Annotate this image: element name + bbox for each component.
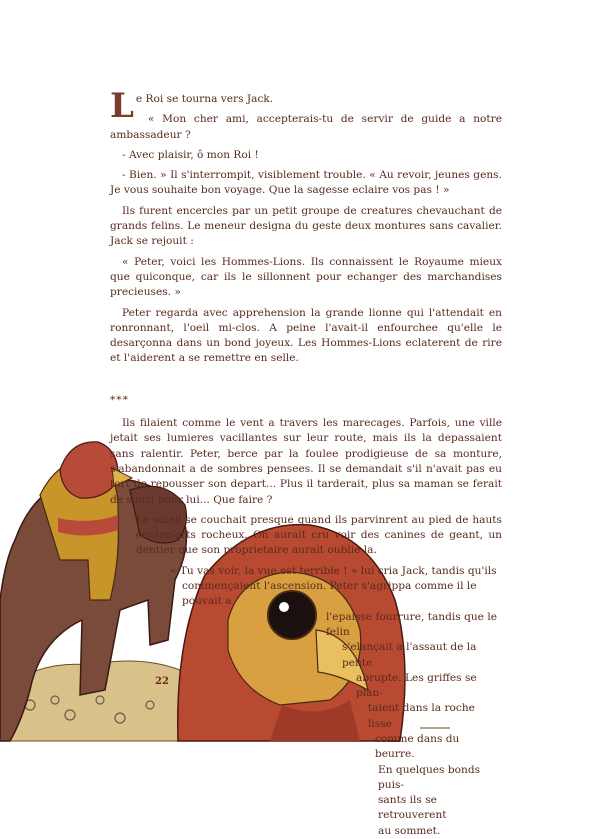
- paragraph: Ils filaient comme le vent a travers les marecages. Parfois, une ville jetait ses lumieres vacillantes sur leur route, mais ils la depassaient sans ralentir. Peter, berce par la foulee prodigieuse de sa monture, s'abandonnait a de sombres pensees. Il se demandait s'il n'avait pas eu tort de repousser son depart... Plus il tarderait, plus sa maman se ferait de souci pour lui... Que faire ?: [110, 417, 502, 506]
- story-text: [110, 86, 502, 839]
- wrapped-paragraph-block: [110, 513, 502, 559]
- page-number: 22: [155, 676, 169, 687]
- paragraph: Peter regarda avec apprehension la grande lionne qui l'attendait en ronronnant, l'oeil mi-clos. A peine l'avait-il enfourchee qu'elle le desarçonna dans un bond joyeux. Les Hommes-Lions eclaterent de rire et l'aiderent a se remettre en selle.: [110, 306, 502, 365]
- wrapped-dialogue-block: [170, 564, 502, 839]
- paragraph: - Avec plaisir, ô mon Roi !: [122, 148, 259, 161]
- wrap-line: s'elançait a l'assaut de la pente: [342, 641, 477, 669]
- paragraph: Le soleil se couchait presque quand ils parvinrent au pied de hauts contreforts rocheux. On aurait cru voir des canines de geant, un dentier que son proprietaire aurait oublie la.: [136, 513, 502, 557]
- wrap-line: commençaient l'ascension. Peter s'agrippa comme il le pouvait a: [182, 580, 477, 608]
- section-separator: ***: [110, 393, 129, 406]
- wrap-line: abrupte. Les griffes se plan-: [356, 671, 477, 700]
- paragraph: « Mon cher ami, accepterais-tu de servir de guide a notre ambassadeur ?: [110, 113, 502, 141]
- wrap-line: En quelques bonds puis-: [378, 763, 481, 791]
- opening-paragraph: Le Roi se tourna vers Jack.: [110, 86, 274, 126]
- wrap-line: sants ils se retrouverent: [378, 794, 447, 822]
- wrap-line: au sommet.: [378, 824, 441, 837]
- paragraph: Ils furent encercles par un petit groupe de creatures chevauchant de grands felins. Le meneur designa du geste deux montures sans cavalier. Jack se rejouit :: [110, 204, 502, 248]
- wrap-line: « Tu vas voir, la vue est terrible ! » lui cria Jack, tandis qu'ils: [170, 564, 497, 577]
- wrap-line: taient dans la roche lisse: [368, 702, 475, 730]
- paragraph: - Bien. » Il s'interrompit, visiblement trouble. « Au revoir, jeunes gens. Je vous souhaite bon voyage. Que la sagesse eclaire vos pas ! »: [110, 169, 502, 197]
- drop-cap: L: [110, 86, 134, 126]
- wrap-line: comme dans du beurre.: [375, 732, 460, 761]
- paragraph: « Peter, voici les Hommes-Lions. Ils connaissent le Royaume mieux que quiconque, car ils le sillonnent pour echanger des marchandises precieuses. »: [110, 255, 502, 299]
- wrap-line: l'epaisse fourrure, tandis que le felin: [326, 610, 497, 638]
